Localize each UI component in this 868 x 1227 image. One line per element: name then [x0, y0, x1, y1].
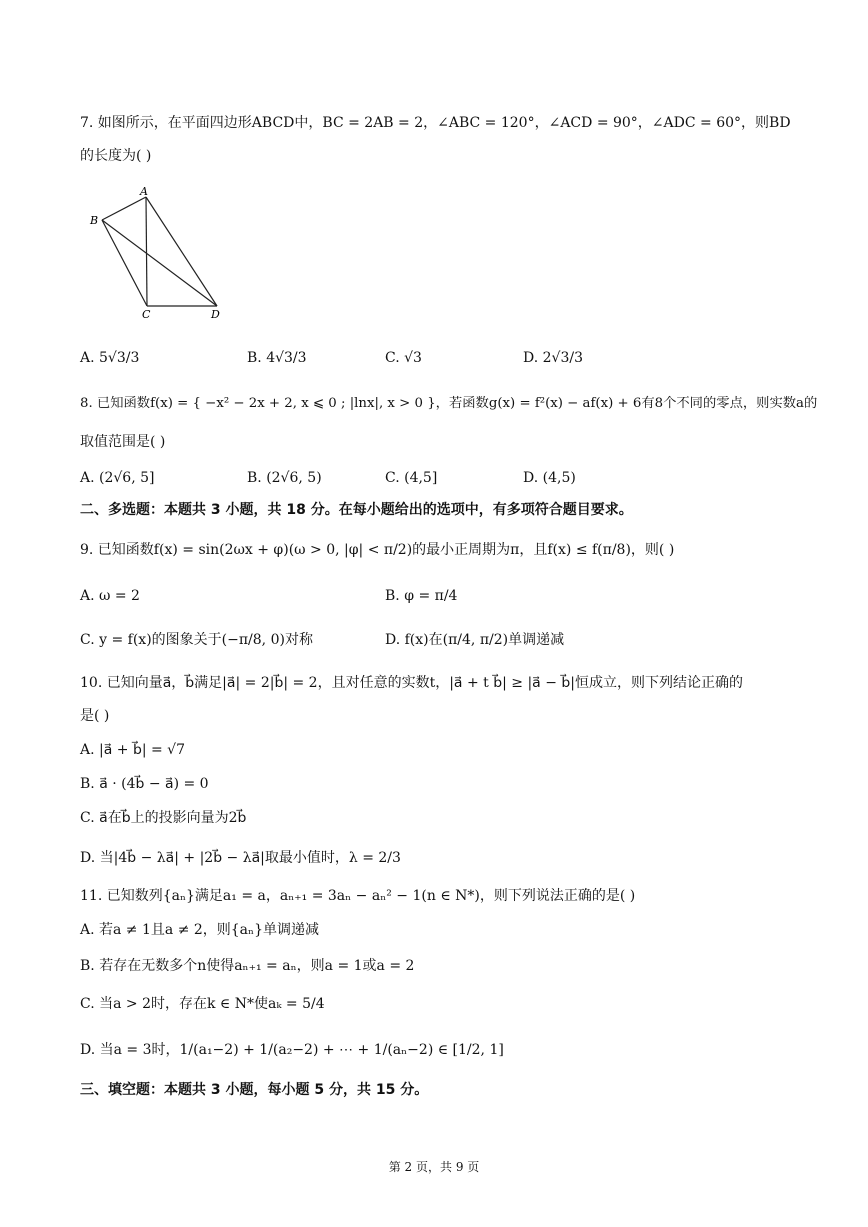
q10-option-c: C. a⃗在b⃗上的投影向量为2b⃗	[80, 810, 247, 826]
q9-option-d: D. f(x)在(π/4, π/2)单调递减	[385, 632, 565, 648]
q11-option-c: C. 当a > 2时，存在k ∈ N*使aₖ = 5/4	[80, 996, 325, 1012]
q10-option-a: A. |a⃗ + b⃗| = √7	[80, 742, 185, 758]
q8-option-c: C. (4,5]	[385, 470, 438, 486]
label-B: B	[90, 214, 99, 227]
q10-option-b: B. a⃗ · (4b⃗ − a⃗) = 0	[80, 776, 209, 792]
section-3-heading: 三、填空题：本题共 3 小题，每小题 5 分，共 15 分。	[80, 1082, 429, 1098]
q10-stem-line2: 是( )	[80, 708, 110, 724]
q7-option-d: D. 2√3/3	[523, 350, 583, 366]
q8-stem-line2: 取值范围是( )	[80, 434, 166, 450]
q11-option-a: A. 若a ≠ 1且a ≠ 2，则{aₙ}单调递减	[80, 922, 319, 938]
label-C: C	[142, 308, 151, 321]
page-footer: 第 2 页，共 9 页	[388, 1160, 480, 1174]
q8-option-d: D. (4,5)	[523, 470, 576, 486]
q10-stem-line1: 10. 已知向量a⃗，b⃗满足|a⃗| = 2|b⃗| = 2，且对任意的实数t，|a⃗ + t b⃗| ≥ |a⃗ − b⃗|恒成立，则下列结论正确的	[80, 675, 743, 691]
q8-option-a: A. (2√6, 5]	[80, 470, 155, 486]
q11-option-d: D. 当a = 3时，1/(a₁−2) + 1/(a₂−2) + ⋯ + 1/(aₙ−2) ∈ [1/2, 1]	[80, 1042, 504, 1058]
q7-option-b: B. 4√3/3	[247, 350, 307, 366]
q9-option-a: A. ω = 2	[80, 588, 140, 604]
q8-stem-line1: 8. 已知函数f(x) = { −x² − 2x + 2, x ⩽ 0 ; |lnx|, x > 0 }，若函数g(x) = f²(x) − af(x) + 6有8个不同的零点，则实数a的	[80, 396, 818, 411]
q11-option-b: B. 若存在无数多个n使得aₙ₊₁ = aₙ，则a = 1或a = 2	[80, 958, 415, 974]
q8-option-b: B. (2√6, 5)	[247, 470, 322, 486]
q9-option-b: B. φ = π/4	[385, 588, 458, 604]
q7-option-c: C. √3	[385, 350, 422, 366]
q10-option-d: D. 当|4b⃗ − λa⃗| + |2b⃗ − λa⃗|取最小值时，λ = 2/3	[80, 850, 401, 866]
q11-stem: 11. 已知数列{aₙ}满足a₁ = a，aₙ₊₁ = 3aₙ − aₙ² − 1(n ∈ N*)，则下列说法正确的是( )	[80, 888, 636, 904]
section-2-heading: 二、多选题：本题共 3 小题，共 18 分。在每小题给出的选项中，有多项符合题目要求。	[80, 502, 633, 518]
q7-option-a: A. 5√3/3	[80, 350, 140, 366]
q7-stem-line1: 7. 如图所示，在平面四边形ABCD中，BC = 2AB = 2，∠ABC = 120°，∠ACD = 90°，∠ADC = 60°，则BD	[80, 115, 791, 131]
label-A: A	[140, 186, 148, 198]
q9-option-c: C. y = f(x)的图象关于(−π/8, 0)对称	[80, 632, 313, 648]
q7-stem-line2: 的长度为( )	[80, 148, 152, 164]
q7-figure	[86, 186, 236, 321]
q9-stem: 9. 已知函数f(x) = sin(2ωx + φ)(ω > 0, |φ| < π/2)的最小正周期为π，且f(x) ≤ f(π/8)，则( )	[80, 542, 675, 558]
label-D: D	[211, 308, 220, 321]
